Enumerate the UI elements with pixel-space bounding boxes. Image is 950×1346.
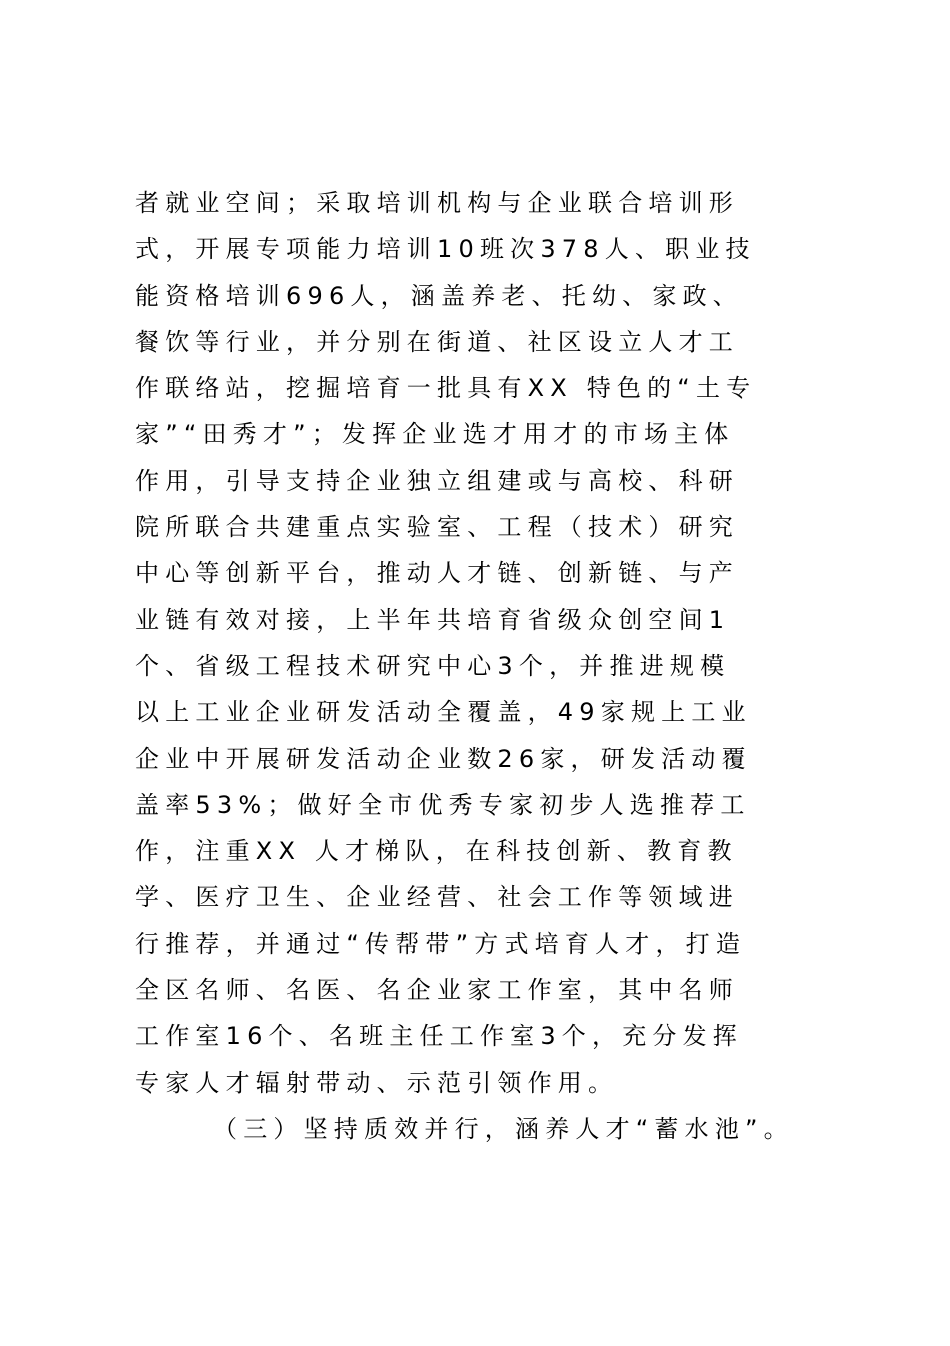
text-line: 院所联合共建重点实验室、工程（技术）研究: [135, 513, 739, 542]
text-line: 行推荐，并通过“传帮带”方式培育人才，打造: [135, 929, 747, 958]
text-line: 作用，引导支持企业独立组建或与高校、科研: [135, 466, 739, 495]
text-line: 企业中开展研发活动企业数26家，研发活动覆: [135, 744, 752, 773]
text-line: 作联络站，挖掘培育一批具有XX 特色的“土专: [135, 374, 757, 403]
text-line: 者就业空间；采取培训机构与企业联合培训形: [135, 189, 739, 217]
paragraph-body: [135, 180, 835, 1152]
text-line: 餐饮等行业，并分别在街道、社区设立人才工: [135, 327, 739, 356]
text-line: 式，开展专项能力培训10班次378人、职业技: [135, 235, 756, 264]
text-line: 家”“田秀才”；发挥企业选才用才的市场主体: [135, 420, 735, 449]
text-line: 作，注重XX 人才梯队，在科技创新、教育教: [135, 837, 738, 866]
text-line: 以上工业企业研发活动全覆盖，49家规上工业: [135, 698, 752, 727]
text-line: 业链有效对接，上半年共培育省级众创空间1: [135, 605, 731, 634]
text-line: 学、医疗卫生、企业经营、社会工作等领域进: [135, 883, 739, 912]
text-line: 能资格培训696人，涵盖养老、托幼、家政、: [135, 281, 744, 310]
text-line: 盖率53%；做好全市优秀专家初步人选推荐工: [135, 790, 751, 819]
text-line: 中心等创新平台，推动人才链、创新链、与产: [135, 559, 739, 588]
text-line: 个、省级工程技术研究中心3个，并推进规模: [135, 651, 731, 680]
text-line: 全区名师、名医、名企业家工作室，其中名师: [135, 976, 739, 1005]
text-line: 工作室16个、名班主任工作室3个，充分发挥: [135, 1022, 744, 1051]
section-heading: （三）坚持质效并行，涵养人才“蓄水池”。: [213, 1114, 794, 1143]
text-line: 专家人才辐射带动、示范引领作用。: [135, 1068, 619, 1097]
